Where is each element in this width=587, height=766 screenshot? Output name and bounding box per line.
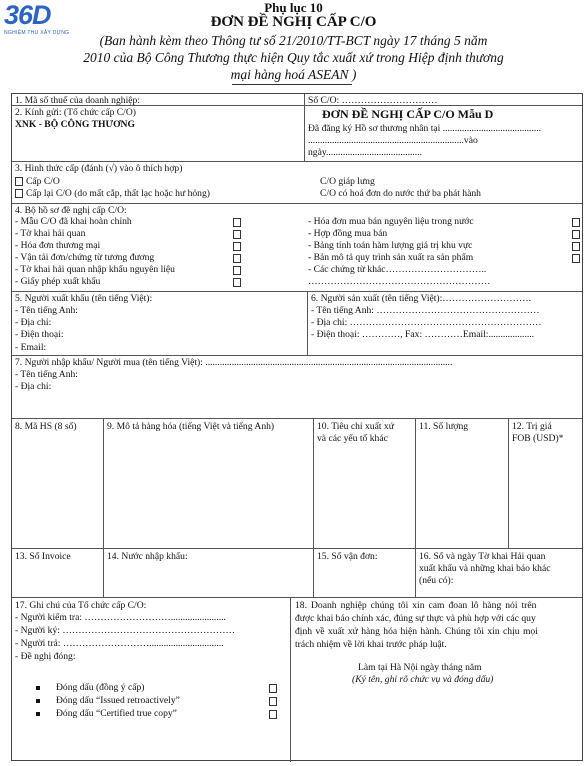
importer-address[interactable]: - Địa chỉ: [15,381,52,392]
quantity-header: 11. Số lượng [419,421,469,432]
invoice-number-field[interactable]: 13. Số Invoice [15,551,71,562]
fob-value-header-2: FOB (USD)* [512,433,564,444]
registered-date-field[interactable]: ngày........................................ [308,147,422,158]
back-to-back-option[interactable]: C/O giáp lưng [320,176,375,187]
reissue-co-checkbox[interactable] [15,189,23,198]
importer-label[interactable]: 7. Người nhập khẩu/ Người mua (tên tiếng Việt): ....................................................................................................... [15,357,453,368]
logo-tagline: NGHIỆM THU XÂY DỰNG [4,30,70,36]
checker-field[interactable]: - Người kiểm tra: ………………………....................... [15,612,226,623]
dossier-checkbox[interactable] [233,230,241,239]
subtitle-line-3: mại hàng hoá ASEAN ) [230,67,357,82]
divider [12,597,582,598]
stamp-checkbox[interactable] [269,710,277,719]
registered-at-field[interactable]: Đã đăng ký Hồ sơ thương nhân tại ......................................... [308,123,542,134]
signature-note: (Ký tên, ghi rõ chức vụ và đóng dấu) [352,674,494,685]
divider [415,418,416,597]
dossier-item: - Vận tải đơn/chứng từ tương đương [15,252,155,263]
dossier-checkbox[interactable] [572,218,580,227]
logo-mark: 36D [4,0,51,30]
divider [313,418,314,597]
exporter-phone[interactable]: - Điện thoại: [15,329,64,340]
stamp-checkbox[interactable] [269,697,277,706]
co-number-field[interactable]: Số C/O: ………………………… [308,95,438,106]
stamp-proposal-label: - Đề nghị đóng: [15,651,76,662]
place-date-line: Làm tại Hà Nội ngày tháng năm [358,662,482,673]
exporter-label: 5. Người xuất khẩu (tên tiếng Việt): [15,293,153,304]
returner-field[interactable]: - Người trả: ………………………............................... [15,638,224,649]
dossier-checkbox[interactable] [233,218,241,227]
divider [307,291,308,355]
hs-code-header: 8. Mã HS (8 số) [15,421,77,432]
dossier-checkbox[interactable] [572,242,580,251]
producer-address[interactable]: - Địa chỉ: …………………………………………………… [311,317,542,328]
issuance-type-label: 3. Hình thức cấp (đánh (√) vào ô thích hợp) [15,163,183,174]
third-country-invoice-option[interactable]: C/O có hoá đơn do nước thứ ba phát hành [320,188,481,199]
dossier-checkbox[interactable] [572,254,580,263]
dossier-checkbox[interactable] [233,254,241,263]
stamp-option: Đóng dấu “Issued retroactively” [56,695,180,706]
goods-description-header: 9. Mô tả hàng hóa (tiếng Việt và tiếng Anh) [107,421,275,432]
dossier-item: - Hợp đồng mua bán [308,228,388,239]
customs-declaration-field[interactable]: 16. Số và ngày Tờ khai Hải quan [419,551,546,562]
divider [12,355,582,356]
document-title: ĐƠN ĐỀ NGHỊ CẤP C/O [210,14,377,30]
bill-of-lading-field[interactable]: 15. Số vận đơn: [317,551,378,562]
declaration-line: trách nhiệm về lời khai trước pháp luật. [295,639,447,650]
divider [508,418,509,548]
customs-declaration-field-3: (nếu có): [419,575,454,586]
exporter-email[interactable]: - Email: [15,342,47,353]
addressee-value[interactable]: XNK - BỘ CÔNG THƯƠNG [15,119,135,130]
importer-name-en[interactable]: - Tên tiếng Anh: [15,369,78,380]
divider [12,548,582,549]
producer-name-en[interactable]: - Tên tiếng Anh: …………………………………………… [311,305,540,316]
signer-field[interactable]: - Người ký: ……………………………………………… [15,625,236,636]
appendix-label: Phụ lục 10 [264,0,323,15]
issuer-notes-label: 17. Ghi chú của Tổ chức cấp C/O: [15,600,147,611]
divider [290,597,291,762]
import-country-field[interactable]: 14. Nước nhập khẩu: [107,551,188,562]
dossier-item: - Tờ khai hải quan nhập khẩu nguyên liệu [15,264,175,275]
issue-co-text: Cấp C/O [26,176,60,187]
title-rule [232,84,352,85]
dossier-checkbox[interactable] [233,266,241,275]
divider [12,203,582,204]
bullet-icon [36,686,40,690]
tax-code-label: 1. Mã số thuế của doanh nghiệp: [15,95,140,106]
dossier-item[interactable]: ………………………………………………… [308,276,491,287]
divider [304,94,305,161]
declaration-line: được khai báo chính xác, đúng sự thực và phù hợp với các quy [295,613,536,624]
dossier-checkbox[interactable] [233,278,241,287]
exporter-name-en[interactable]: - Tên tiếng Anh: [15,305,78,316]
exporter-address[interactable]: - Địa chỉ: [15,317,52,328]
divider [12,418,582,419]
stamp-option: Đóng dấu (đồng ý cấp) [56,682,145,693]
reissue-co-text: Cấp lại C/O (do mất cắp, thất lạc hoặc hư hỏng) [26,188,210,199]
subtitle-line-1: (Ban hành kèm theo Thông tư số 21/2010/TT-BCT ngày 17 tháng 5 năm [99,33,488,48]
issue-co-checkbox[interactable] [15,177,23,186]
stamp-option: Đóng dấu “Certified true copy” [56,708,177,719]
dossier-item: - Giấy phép xuất khẩu [15,276,101,287]
registered-at-field-cont[interactable]: .................................................................vào [308,135,478,146]
origin-criteria-header-2: và các yếu tố khác [317,433,388,444]
dossier-label: 4. Bộ hồ sơ đề nghị cấp C/O: [15,205,127,216]
subtitle-line-2: 2010 của Bộ Công Thương thực hiện Quy tắc xuất xứ trong Hiệp định thương [83,50,504,65]
divider [12,161,582,162]
fob-value-header: 12. Trị giá [512,421,552,432]
bullet-icon [36,712,40,716]
origin-criteria-header: 10. Tiêu chí xuất xứ [317,421,394,432]
reissue-co-option[interactable] [15,188,210,199]
dossier-checkbox[interactable] [572,230,580,239]
declaration-line: định về xuất xứ hàng hóa hiện hành. Chúng tôi xin chịu mọi [295,626,538,637]
dossier-item: - Bảng tính toán hàm lượng giá trị khu vực [308,240,473,251]
producer-phone[interactable]: - Điện thoại: …………, Fax: …………Email:................... [311,329,535,340]
dossier-item: - Bản mô tả quy trình sản xuất ra sản phẩm [308,252,474,263]
dossier-item[interactable]: - Các chứng từ khác………………………….. [308,264,487,275]
bullet-icon [36,699,40,703]
customs-declaration-field-2: xuất khẩu và những khai báo khác [419,563,551,574]
dossier-item: - Hóa đơn thương mại [15,240,101,251]
dossier-checkbox[interactable] [233,242,241,251]
issue-co-option[interactable] [15,176,60,187]
addressee-label: 2. Kính gửi: (Tổ chức cấp C/O) [15,107,136,118]
document-subtitle [0,32,587,83]
dossier-item: - Mẫu C/O đã khai hoàn chỉnh [15,216,132,227]
dossier-item: - Hóa đơn mua bán nguyên liệu trong nước [308,216,474,227]
stamp-checkbox[interactable] [269,684,277,693]
producer-label: 6. Người sản xuất (tên tiếng Việt):………………………. [311,293,532,304]
dossier-item: - Tờ khai hải quan [15,228,86,239]
declaration-line: 18. Doanh nghiệp chúng tôi xin cam đoan lô hàng nói trên [295,600,537,611]
application-form [11,93,583,761]
divider [12,291,582,292]
form-d-title: ĐƠN ĐỀ NGHỊ CẤP C/O Mẫu D [322,107,494,121]
divider [103,418,104,597]
